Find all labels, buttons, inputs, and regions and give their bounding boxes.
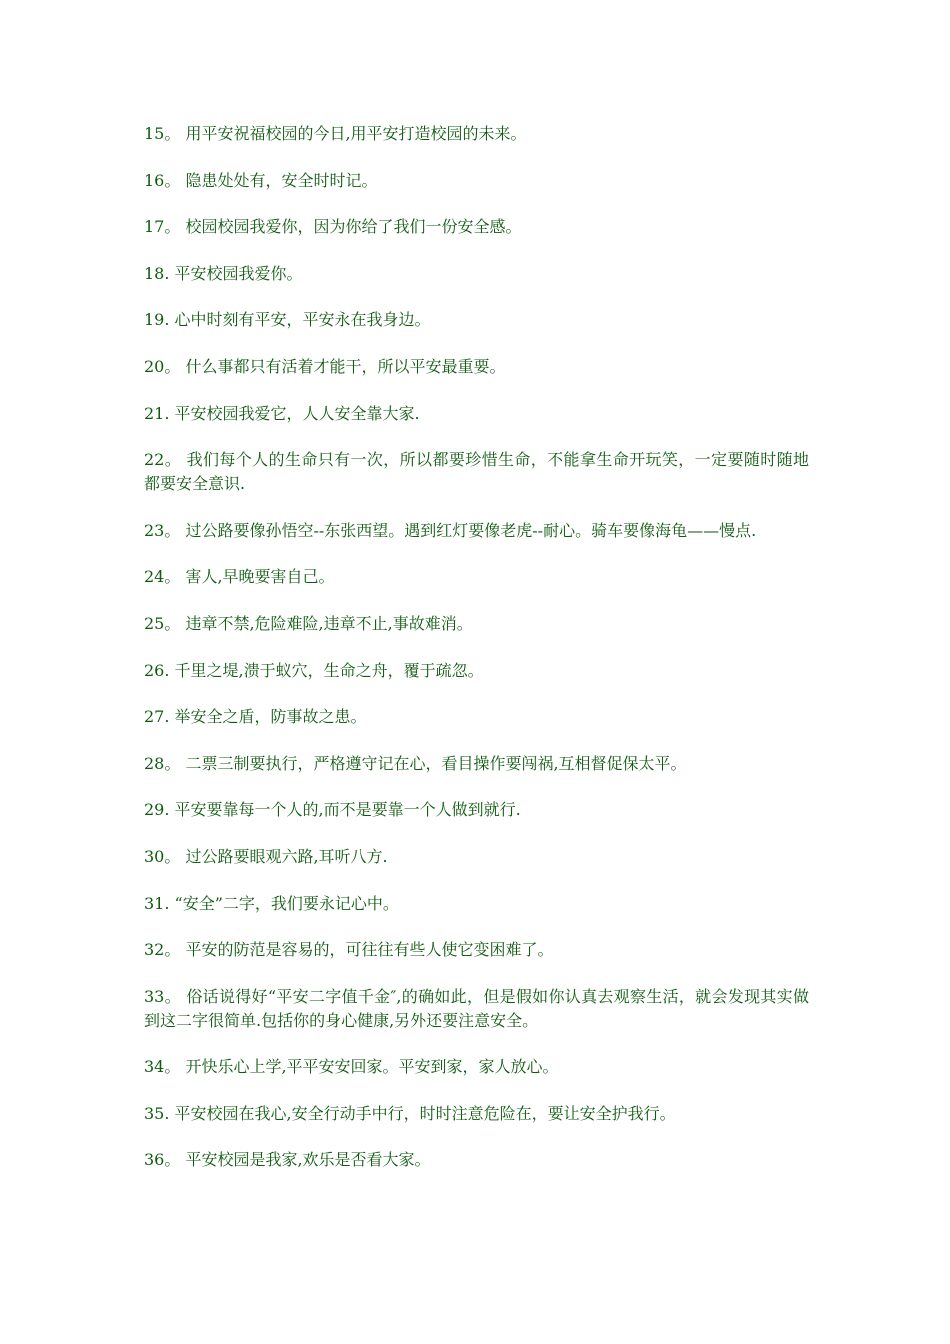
slogan-item-20: 20。 什么事都只有活着才能干，所以平安最重要。 <box>144 356 506 376</box>
slogan-list <box>144 122 809 1195</box>
slogan-item-33: 33。 俗话说得好“平安二字值千金″,的确如此，但是假如你认真去观察生活，就会发现其实做到这二字很简单.包括你的身心健康,另外还要注意安全。 <box>144 986 809 1030</box>
slogan-item-27: 27. 举安全之盾，防事故之患。 <box>144 707 367 727</box>
slogan-item-23: 23。 过公路要像孙悟空--东张西望。遇到红灯要像老虎--耐心。骑车要像海龟——慢点. <box>144 520 757 540</box>
slogan-item-35: 35. 平安校园在我心,安全行动手中行，时时注意危险在，要让安全护我行。 <box>144 1103 676 1123</box>
slogan-item-36: 36。 平安校园是我家,欢乐是否看大家。 <box>144 1150 431 1170</box>
slogan-item-16: 16。 隐患处处有，安全时时记。 <box>144 170 378 190</box>
slogan-item-26: 26. 千里之堤,溃于蚁穴，生命之舟，覆于疏忽。 <box>144 660 484 680</box>
slogan-item-18: 18. 平安校园我爱你。 <box>144 263 303 283</box>
slogan-item-30: 30。 过公路要眼观六路,耳听八方. <box>144 846 388 866</box>
slogan-item-17: 17。 校园校园我爱你，因为你给了我们一份安全感。 <box>144 217 522 237</box>
slogan-item-21: 21. 平安校园我爱它，人人安全靠大家. <box>144 403 420 423</box>
slogan-item-34: 34。 开快乐心上学,平平安安回家。平安到家，家人放心。 <box>144 1057 559 1077</box>
slogan-item-28: 28。 二票三制要执行，严格遵守记在心，看目操作要闯祸,互相督促保太平。 <box>144 753 687 773</box>
slogan-item-31: 31. “安全”二字，我们要永记心中。 <box>144 893 399 913</box>
slogan-item-15: 15。 用平安祝福校园的今日,用平安打造校园的未来。 <box>144 124 527 143</box>
slogan-item-25: 25。 违章不禁,危险难险,违章不止,事故难消。 <box>144 613 473 633</box>
slogan-item-19: 19. 心中时刻有平安，平安永在我身边。 <box>144 310 431 330</box>
slogan-item-32: 32。 平安的防范是容易的，可往往有些人使它变困难了。 <box>144 940 554 960</box>
slogan-item-24: 24。 害人,早晚要害自己。 <box>144 567 335 587</box>
slogan-item-29: 29. 平安要靠每一个人的,而不是要靠一个人做到就行. <box>144 800 521 820</box>
slogan-item-22: 22。 我们每个人的生命只有一次，所以都要珍惜生命，不能拿生命开玩笑，一定要随时随地都要安全意识. <box>144 450 809 494</box>
